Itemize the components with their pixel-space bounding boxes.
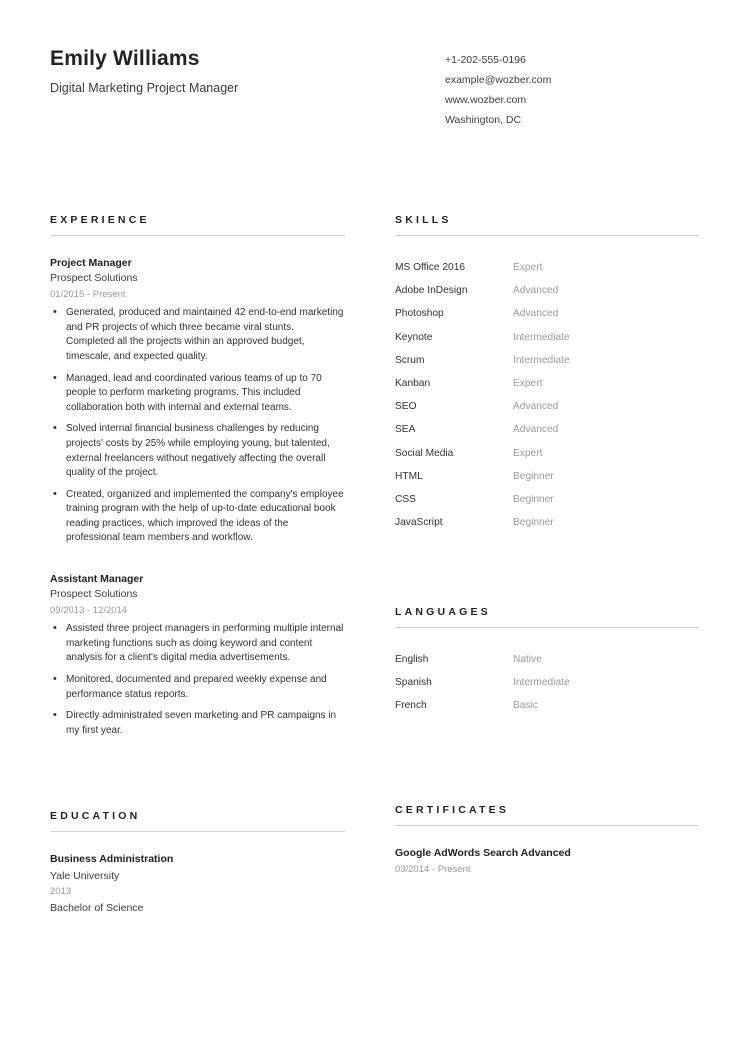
skill-level: Advanced bbox=[513, 424, 559, 436]
job-bullet-list bbox=[50, 622, 345, 738]
language-level: Basic bbox=[513, 700, 538, 712]
skill-row bbox=[395, 372, 698, 395]
education-degree: Bachelor of Science bbox=[50, 902, 144, 915]
job-title: Assistant Manager bbox=[50, 573, 144, 586]
skill-name: MS Office 2016 bbox=[395, 262, 466, 273]
certificates-column bbox=[395, 804, 698, 947]
job-bullet: • Solved internal financial business challenges by reducing projects' costs by 25% while employing young, but talented, external freelancers without negatively affecting the overall quality of the project. bbox=[64, 422, 345, 480]
section-heading-certificates: CERTIFICATES bbox=[395, 804, 698, 826]
skill-name: Kanban bbox=[395, 378, 431, 390]
section-education bbox=[50, 810, 345, 917]
skill-level: Expert bbox=[513, 378, 543, 390]
education-item bbox=[50, 852, 345, 917]
certificate-title: Google AdWords Search Advanced bbox=[395, 847, 571, 859]
certificate-dates: 03/2014 - Present bbox=[395, 863, 471, 875]
contact-block bbox=[445, 46, 698, 130]
skill-row bbox=[395, 465, 698, 488]
skill-name: Adobe InDesign bbox=[395, 285, 468, 297]
languages-list bbox=[395, 648, 698, 718]
section-heading-experience: EXPERIENCE bbox=[50, 214, 345, 236]
resume-header bbox=[0, 0, 748, 130]
language-row bbox=[395, 694, 698, 717]
skill-level: Expert bbox=[513, 447, 543, 459]
skill-name: Keynote bbox=[395, 331, 433, 343]
language-name: English bbox=[395, 654, 429, 665]
language-level: Intermediate bbox=[513, 677, 570, 689]
section-experience bbox=[50, 214, 345, 738]
contact-phone: +1-202-555-0196 bbox=[445, 54, 526, 66]
skill-name: Social Media bbox=[395, 447, 454, 459]
language-row bbox=[395, 648, 698, 671]
education-year: 2013 bbox=[50, 886, 72, 898]
contact-location: Washington, DC bbox=[445, 114, 522, 126]
skill-level: Beginner bbox=[513, 517, 554, 529]
skill-row bbox=[395, 442, 698, 465]
bottom-columns bbox=[0, 804, 748, 947]
job-bullet: • Monitored, documented and prepared weekly expense and performance status reports. bbox=[64, 673, 345, 702]
skill-row bbox=[395, 511, 698, 534]
section-certificates bbox=[395, 804, 698, 878]
education-school: Yale University bbox=[50, 869, 120, 882]
job-bullet: • Managed, lead and coordinated various teams of up to 70 people to perform marketing programs. This included collaboration both with internal and external teams. bbox=[64, 372, 345, 416]
skill-level: Advanced bbox=[513, 285, 559, 297]
skill-row bbox=[395, 395, 698, 418]
certificate-item bbox=[395, 846, 698, 878]
skill-name: HTML bbox=[395, 470, 423, 482]
job-bullet: • Assisted three project managers in performing multiple internal marketing functions such as doing keyword and content analysis for a client's digital media advertisements. bbox=[64, 622, 345, 666]
experience-item bbox=[50, 256, 345, 546]
skill-level: Intermediate bbox=[513, 331, 570, 343]
page-title: Emily Williams bbox=[50, 47, 200, 70]
skill-row bbox=[395, 326, 698, 349]
job-bullet: • Generated, produced and maintained 42 end-to-end marketing and PR projects of which three became viral stunts. Completed all the projects within an approved budget, timescale, and expected quality. bbox=[64, 306, 345, 364]
job-dates: 09/2013 - 12/2014 bbox=[50, 605, 128, 617]
section-heading-skills: SKILLS bbox=[395, 214, 698, 236]
skill-row bbox=[395, 418, 698, 441]
language-row bbox=[395, 671, 698, 694]
language-level: Native bbox=[513, 654, 542, 665]
skill-level: Expert bbox=[513, 262, 543, 273]
skill-name: CSS bbox=[395, 494, 416, 506]
contact-website: www.wozber.com bbox=[445, 94, 527, 106]
job-company: Prospect Solutions bbox=[50, 588, 138, 601]
contact-email: example@wozber.com bbox=[445, 74, 552, 86]
skills-list bbox=[395, 256, 698, 534]
skill-level: Intermediate bbox=[513, 354, 570, 366]
skill-level: Advanced bbox=[513, 401, 559, 413]
language-name: Spanish bbox=[395, 677, 432, 689]
skill-name: SEO bbox=[395, 401, 417, 413]
skill-name: Photoshop bbox=[395, 308, 444, 320]
skill-name: SEA bbox=[395, 424, 416, 436]
job-bullet: • Directly administrated seven marketing and PR campaigns in my first year. bbox=[64, 709, 345, 738]
skill-row bbox=[395, 279, 698, 302]
skill-row bbox=[395, 302, 698, 325]
education-column bbox=[50, 810, 395, 947]
skill-row bbox=[395, 349, 698, 372]
skill-row bbox=[395, 488, 698, 511]
section-skills bbox=[395, 214, 698, 534]
education-title: Business Administration bbox=[50, 853, 174, 865]
experience-item bbox=[50, 572, 345, 738]
skill-level: Beginner bbox=[513, 494, 554, 506]
job-role-subtitle: Digital Marketing Project Manager bbox=[50, 81, 239, 96]
language-name: French bbox=[395, 700, 427, 712]
skill-level: Beginner bbox=[513, 470, 554, 482]
header-identity bbox=[50, 46, 445, 130]
job-dates: 01/2015 - Present bbox=[50, 288, 126, 300]
skill-name: Scrum bbox=[395, 354, 425, 366]
job-company: Prospect Solutions bbox=[50, 272, 138, 285]
skills-column bbox=[395, 214, 698, 768]
main-columns bbox=[0, 214, 748, 768]
job-bullet: • Created, organized and implemented the company's employee training program with the help of up-to-date educational book reading practices, which improved the ideas of the professional team members and workflow. bbox=[64, 488, 345, 546]
section-heading-languages: LANGUAGES bbox=[395, 606, 698, 628]
skill-level: Advanced bbox=[513, 308, 559, 320]
experience-column bbox=[50, 214, 395, 768]
section-heading-education: EDUCATION bbox=[50, 810, 345, 832]
skill-name: JavaScript bbox=[395, 517, 443, 529]
skill-row bbox=[395, 256, 698, 279]
job-title: Project Manager bbox=[50, 257, 132, 269]
section-languages bbox=[395, 606, 698, 718]
job-bullet-list bbox=[50, 306, 345, 546]
